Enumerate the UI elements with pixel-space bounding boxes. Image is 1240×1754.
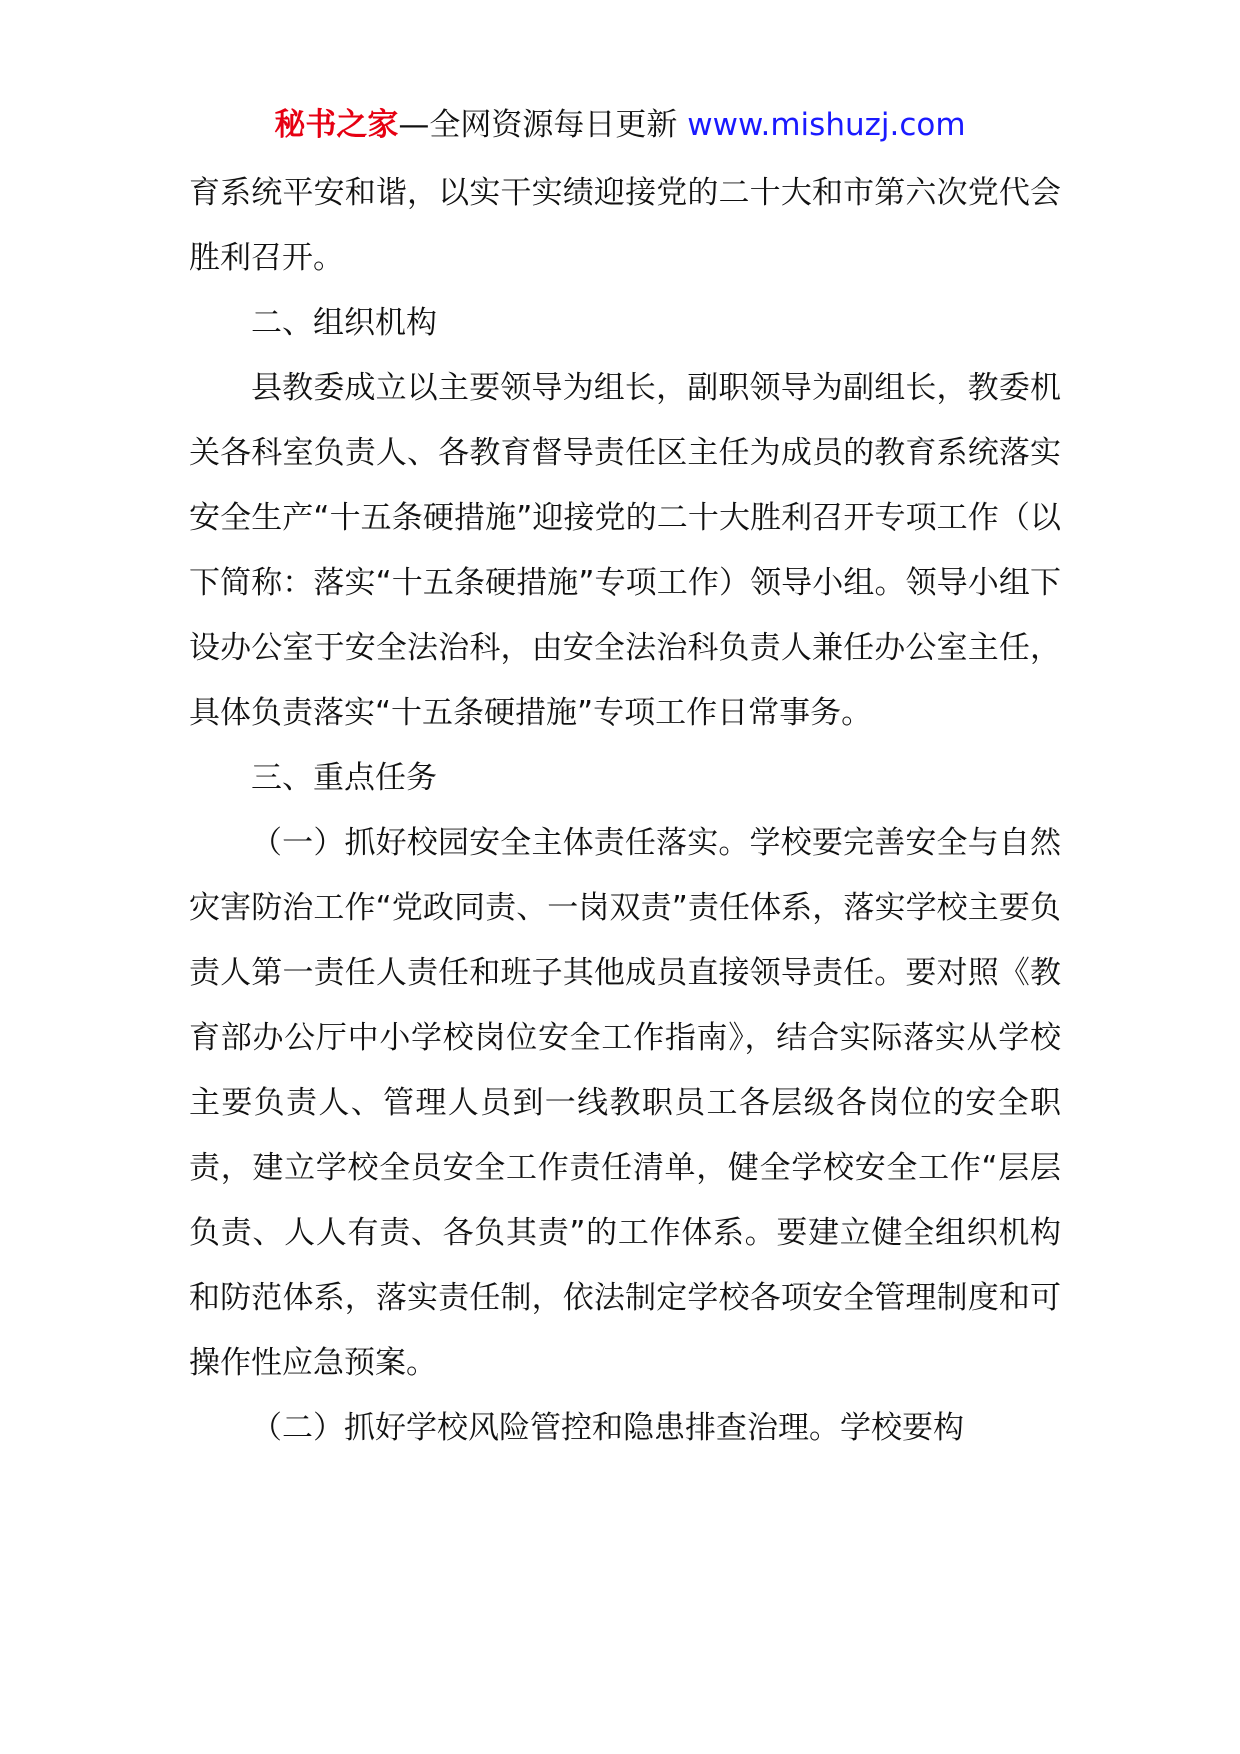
paragraph-continuation: 育系统平安和谐，以实干实绩迎接党的二十大和市第六次党代会胜利召开。	[189, 175, 1061, 276]
header-url-link[interactable]: www.mishuzj.com	[687, 107, 966, 143]
section-heading-key-tasks: 三、重点任务	[251, 760, 437, 796]
paragraph-organization: 县教委成立以主要领导为组长，副职领导为副组长，教委机关各科室负责人、各教育督导责任区主任为成员的教育系统落实安全生产“十五条硬措施”迎接党的二十大胜利召开专项工作（以下简称：落实“十五条硬措施”专项工作）领导小组。领导小组下设办公室于安全法治科，由安全法治科负责人兼任办公室主任，具体负责落实“十五条硬措施”专项工作日常事务。	[189, 370, 1061, 731]
section-heading-organization: 二、组织机构	[251, 305, 437, 341]
page-header-watermark	[0, 100, 1240, 150]
paragraph-task-two: （二）抓好学校风险管控和隐患排查治理。学校要构	[251, 1410, 964, 1446]
header-brand: 秘书之家	[274, 107, 399, 143]
paragraph-task-one: （一）抓好校园安全主体责任落实。学校要完善安全与自然灾害防治工作“党政同责、一岗双责”责任体系，落实学校主要负责人第一责任人责任和班子其他成员直接领导责任。要对照《教育部办公厅中小学校岗位安全工作指南》，结合实际落实从学校主要负责人、管理人员到一线教职员工各层级各岗位的安全职责，建立学校全员安全工作责任清单，健全学校安全工作“层层负责、人人有责、各负其责”的工作体系。要建立健全组织机构和防范体系，落实责任制，依法制定学校各项安全管理制度和可操作性应急预案。	[189, 825, 1061, 1381]
document-body	[189, 161, 1061, 1461]
header-tagline: —全网资源每日更新	[398, 107, 678, 143]
